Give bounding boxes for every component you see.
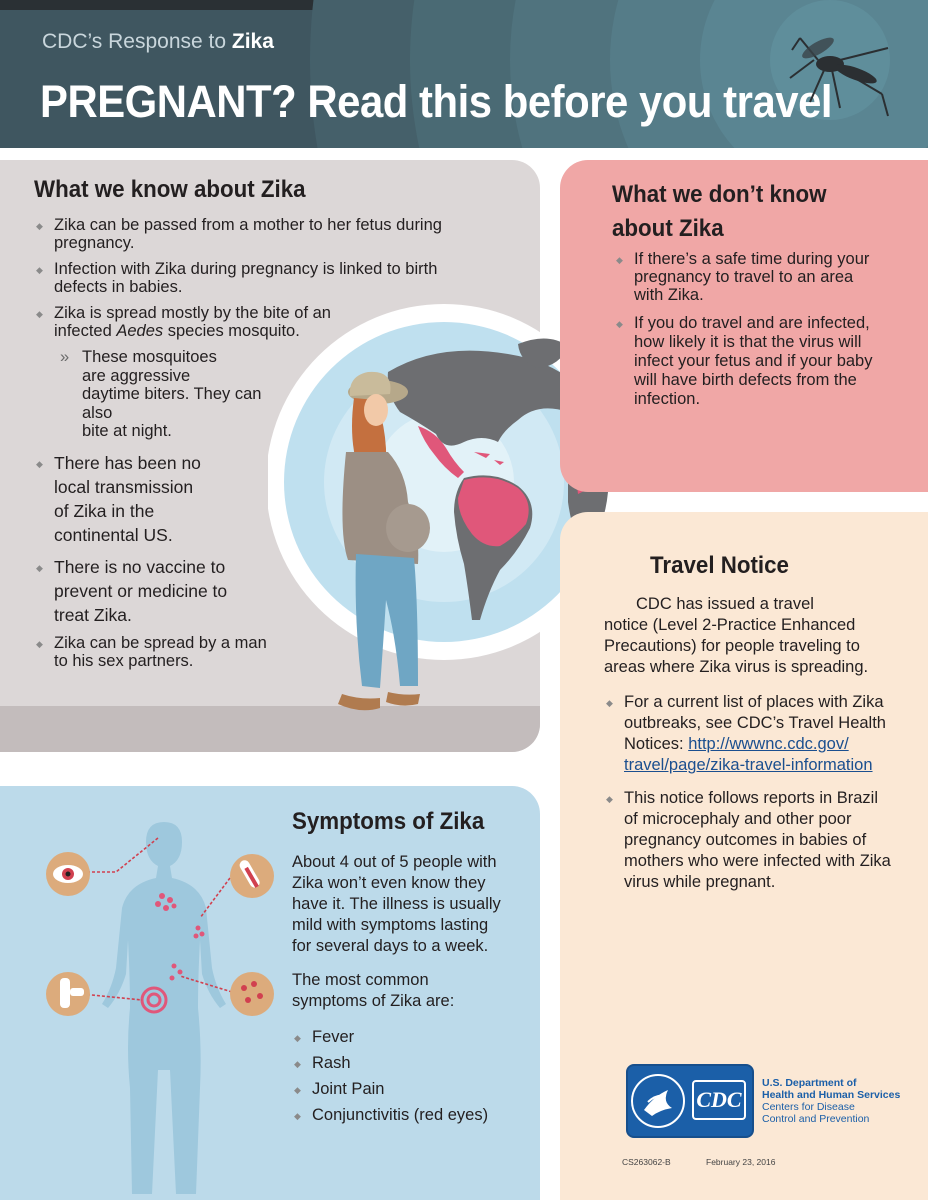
symptoms-panel bbox=[0, 786, 540, 1200]
list-item: ◆ There is no vaccine to prevent or medicine to treat Zika. bbox=[34, 555, 274, 627]
mosquito-icon bbox=[770, 30, 900, 120]
dont-know-list bbox=[614, 250, 924, 409]
symptoms-intro: About 4 out of 5 people with Zika won’t even know they have it. The illness is usually mild with symptoms lasting for several days to a week. bbox=[292, 853, 501, 955]
joint-pain-icon bbox=[46, 972, 90, 1016]
sub-bullet-biters: » These mosquitoes are aggressive daytime biters. They can also bite at night. bbox=[56, 348, 296, 441]
page-title: PREGNANT? Read this before you travel bbox=[40, 76, 833, 127]
list-item: ◆ Zika can be passed from a mother to her fetus during pregnancy. bbox=[34, 216, 474, 252]
travel-notice-heading: Travel Notice bbox=[650, 552, 789, 579]
travel-notice-link-continued[interactable]: travel/page/zika-travel-information bbox=[624, 756, 873, 774]
what-we-know-heading: What we know about Zika bbox=[34, 176, 306, 203]
list-item: ◆ For a current list of places with Zika outbreaks, see CDC’s Travel Health Notices: http://wwwnc.cdc.gov/ travel/page/zika-travel-information bbox=[604, 692, 926, 776]
list-item: ◆ Zika is spread mostly by the bite of an infected Aedes species mosquito. bbox=[34, 304, 474, 340]
rash-icon bbox=[230, 972, 274, 1016]
travel-notice-intro: CDC has issued a travel notice (Level 2-Practice Enhanced Precautions) for people traveling to areas where Zika virus is spreading. bbox=[604, 595, 869, 676]
last-bullet-list bbox=[34, 634, 294, 670]
list-item: ◆ Infection with Zika during pregnancy is linked to birth defects in babies. bbox=[34, 260, 474, 296]
large-bullet-list bbox=[34, 451, 274, 627]
symptoms-heading: Symptoms of Zika bbox=[292, 808, 485, 835]
list-item: ◆ There has been no local transmission of Zika in the continental US. bbox=[34, 451, 274, 547]
list-item: ◆ Zika can be spread by a man to his sex partners. bbox=[34, 634, 294, 670]
list-item: ◆ If there’s a safe time during your pregnancy to travel to an area with Zika. bbox=[614, 250, 924, 304]
list-item: ◆ If you do travel and are infected, how likely it is that the virus will infect your fetus and if your baby will have birth defects from the infection. bbox=[614, 314, 924, 409]
red-eye-icon bbox=[46, 852, 90, 896]
document-code: CS263062-B bbox=[622, 1157, 671, 1167]
symptoms-list bbox=[292, 1024, 532, 1128]
hhs-cdc-logo bbox=[626, 1064, 754, 1138]
header-subtitle: CDC’s Response to Zika bbox=[42, 30, 274, 53]
body-outline-illustration bbox=[40, 808, 280, 1198]
list-item: ◆ This notice follows reports in Brazil of microcephaly and other poor pregnancy outcomes in babies of mothers who were infected with Zika virus while pregnant. bbox=[604, 788, 926, 893]
cdc-logo: CDC bbox=[692, 1080, 746, 1120]
what-we-dont-know-panel bbox=[560, 160, 928, 492]
travel-notice-list bbox=[604, 692, 926, 893]
header-banner bbox=[0, 0, 928, 148]
what-we-dont-know-heading: What we don’t know about Zika bbox=[612, 181, 827, 242]
hhs-agency-text: U.S. Department of Health and Human Services Centers for Disease Control and Prevention bbox=[762, 1077, 901, 1125]
publication-date: February 23, 2016 bbox=[706, 1157, 776, 1167]
list-item: ◆ Fever bbox=[292, 1024, 532, 1050]
list-item: ◆ Conjunctivitis (red eyes) bbox=[292, 1102, 532, 1128]
list-item: ◆ Joint Pain bbox=[292, 1076, 532, 1102]
symptoms-common-intro: The most common symptoms of Zika are: bbox=[292, 971, 455, 1010]
thermometer-icon bbox=[230, 854, 274, 898]
list-item: ◆ Rash bbox=[292, 1050, 532, 1076]
travel-notice-link[interactable]: http://wwwnc.cdc.gov/ bbox=[688, 735, 849, 753]
